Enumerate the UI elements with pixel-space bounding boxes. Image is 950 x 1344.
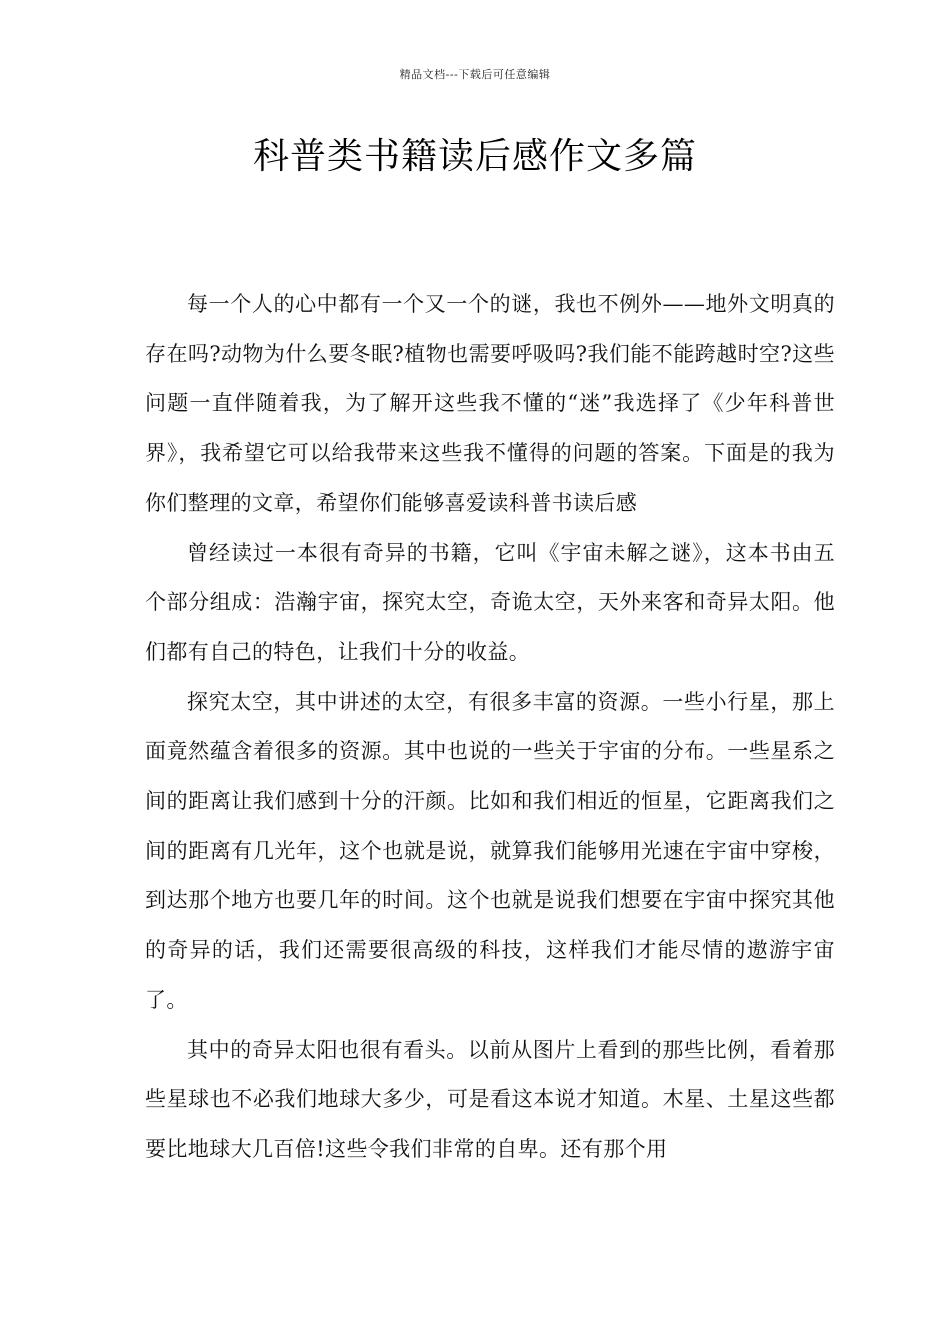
document-title: 科普类书籍读后感作文多篇: [252, 136, 697, 177]
page-header-note: 精品文档---下载后可任意编辑: [399, 68, 551, 81]
paragraph-2: 曾经读过一本很有奇异的书籍，它叫《宇宙未解之谜》，这本书由五个部分组成：浩瀚宇宙，探究太空，奇诡太空，天外来客和奇异太阳。他们都有自己的特色，让我们十分的收益。: [145, 540, 835, 664]
document-body: [145, 280, 835, 1175]
paragraph-4: 其中的奇异太阳也很有看头。以前从图片上看到的那些比例，看着那些星球也不必我们地球大多少，可是看这本说才知道。木星、土星这些都要比地球大几百倍!这些令我们非常的自卑。还有那个用: [145, 1037, 835, 1161]
paragraph-3: 探究太空，其中讲述的太空，有很多丰富的资源。一些小行星，那上面竟然蕴含着很多的资源。其中也说的一些关于宇宙的分布。一些星系之间的距离让我们感到十分的汗颜。比如和我们相近的恒星，它距离我们之间的距离有几光年，这个也就是说，就算我们能够用光速在宇宙中穿梭，到达那个地方也要几年的时间。这个也就是说我们想要在宇宙中探究其他的奇异的话，我们还需要很高级的科技，这样我们才能尽情的遨游宇宙了。: [145, 689, 835, 1012]
paragraph-1: 每一个人的心中都有一个又一个的谜，我也不例外——地外文明真的存在吗?动物为什么要冬眠?植物也需要呼吸吗?我们能不能跨越时空?这些问题一直伴随着我，为了解开这些我不懂的“迷”我选择了《少年科普世界》，我希望它可以给我带来这些我不懂得的问题的答案。下面是的我为你们整理的文章，希望你们能够喜爱读科普书读后感: [145, 292, 835, 515]
